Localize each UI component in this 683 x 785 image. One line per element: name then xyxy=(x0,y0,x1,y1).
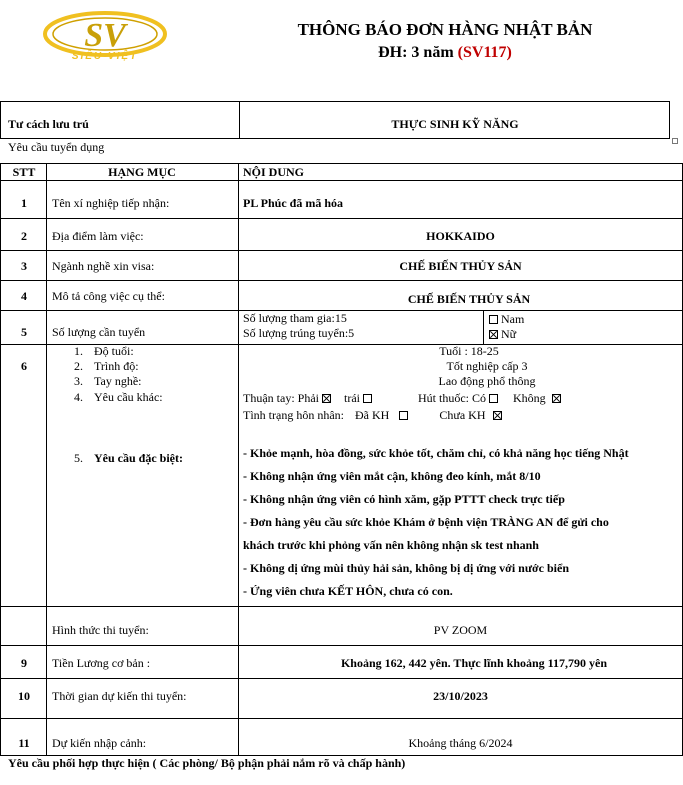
smoke-no-checkbox xyxy=(552,394,561,403)
row-value: CHẾ BIẾN THỦY SẢN xyxy=(407,292,531,306)
col-header-stt: STT xyxy=(12,165,36,179)
status-box-top xyxy=(0,101,670,102)
row-value: HOKKAIDO xyxy=(426,229,495,243)
col-header-item: HẠNG MỤC xyxy=(108,165,176,179)
male-label: Nam xyxy=(501,312,525,326)
female-label: Nữ xyxy=(501,327,517,341)
special-req-2: - Không nhận ứng viên mắt cận, không đeo kính, mắt 8/10 xyxy=(243,469,541,483)
row-label: Ngành nghề xin visa: xyxy=(52,259,155,273)
row-stt: 1 xyxy=(21,196,27,210)
marital-status: Tình trạng hôn nhân: Đã KH Chưa KH xyxy=(243,408,502,423)
married-checkbox xyxy=(399,411,408,420)
order-code: (SV117) xyxy=(457,44,512,61)
logo-text: SIÊU VIỆT xyxy=(71,51,139,62)
row-value: Khoảng tháng 6/2024 xyxy=(408,736,513,750)
row-stt: 3 xyxy=(21,259,27,273)
row-label: Hình thức thi tuyển: xyxy=(52,623,149,637)
status-box-bottom xyxy=(0,138,670,139)
status-box-left xyxy=(0,101,1,139)
special-req-4: - Đơn hàng yêu cầu sức khỏe Khám ở bệnh viện TRÀNG AN để gửi cho xyxy=(243,515,609,529)
row-value: CHẾ BIẾN THỦY SẢN xyxy=(399,259,522,273)
age-value: Tuổi : 18-25 xyxy=(439,344,499,358)
sub-skill: 3. Tay nghề: xyxy=(74,374,142,388)
row-label: Mô tả công việc cụ thể: xyxy=(52,289,165,303)
row-stt: 5 xyxy=(21,325,27,339)
sub-education: 2. Trình độ: xyxy=(74,359,139,373)
row-stt: 2 xyxy=(21,229,27,243)
smoke-yes-checkbox xyxy=(489,394,498,403)
sub-other: 4. Yêu cầu khác: xyxy=(74,390,163,404)
row-label: Số lượng cần tuyển xyxy=(52,325,146,339)
company-logo xyxy=(40,10,170,72)
skill-value: Lao động phổ thông xyxy=(438,374,536,388)
page-subtitle xyxy=(240,44,650,62)
order-duration: ĐH: 3 năm xyxy=(378,44,458,61)
female-checkbox xyxy=(489,330,498,339)
row-label: Tên xí nghiệp tiếp nhận: xyxy=(52,196,170,210)
hand-preference: Thuận tay: Phải trái xyxy=(243,391,372,406)
row-label: Thời gian dự kiến thi tuyển: xyxy=(52,689,187,703)
page-title: THÔNG BÁO ĐƠN HÀNG NHẬT BẢN xyxy=(297,20,593,39)
footer-note: Yêu cầu phối hợp thực hiện ( Các phòng/ Bộ phận phải nắm rõ và chấp hành) xyxy=(8,756,406,770)
special-req-3: - Không nhận ứng viên có hình xăm, gặp PTTT check trực tiếp xyxy=(243,492,565,506)
gender-male xyxy=(487,312,524,327)
left-hand-checkbox xyxy=(363,394,372,403)
row-stt: 9 xyxy=(21,656,27,670)
special-req-1: - Khỏe mạnh, hòa đồng, sức khỏe tốt, chăm chỉ, có khả năng học tiếng Nhật xyxy=(243,446,629,460)
special-req-7: - Ứng viên chưa KẾT HÔN, chưa có con. xyxy=(243,584,453,598)
row-value: PV ZOOM xyxy=(433,623,488,637)
special-req-5: khách trước khi phỏng vấn nên không nhận sk test nhanh xyxy=(243,538,539,552)
right-hand-checkbox xyxy=(322,394,331,403)
resize-handle xyxy=(672,138,678,144)
row-value: PL Phúc đã mã hóa xyxy=(243,196,344,210)
status-label: Tư cách lưu trú xyxy=(8,117,89,131)
row-value: 23/10/2023 xyxy=(433,689,488,703)
gender-female xyxy=(487,327,516,342)
sub-age: 1. Độ tuổi: xyxy=(74,344,134,358)
status-value: THỰC SINH KỸ NĂNG xyxy=(391,117,519,131)
svg-text:SV: SV xyxy=(84,17,126,54)
single-checkbox xyxy=(493,411,502,420)
male-checkbox xyxy=(489,315,498,324)
row-label: Địa điểm làm việc: xyxy=(52,229,144,243)
row-stt: 11 xyxy=(18,736,30,750)
smoking: Hút thuốc: Có Không xyxy=(418,391,561,406)
row-label: Tiền Lương cơ bản : xyxy=(52,656,151,670)
requirements-label: Yêu cầu tuyển dụng xyxy=(8,140,105,154)
education-value: Tốt nghiệp cấp 3 xyxy=(446,359,528,373)
sub-special: 5. Yêu cầu đặc biệt: xyxy=(74,451,183,465)
row-stt: 10 xyxy=(18,689,30,703)
row-label: Dự kiến nhập cảnh: xyxy=(52,736,147,750)
accepted-count: Số lượng trúng tuyển:5 xyxy=(243,326,355,340)
row-value: Khoảng 162, 442 yên. Thực lĩnh khoảng 117,790 yên xyxy=(340,656,608,670)
special-req-6: - Không dị ứng mùi thủy hải sản, không bị dị ứng với nước biển xyxy=(243,561,570,575)
row-stt: 6 xyxy=(21,359,27,373)
col-header-content: NỘI DUNG xyxy=(243,165,305,179)
row-stt: 4 xyxy=(21,289,27,303)
participants-count: Số lượng tham gia:15 xyxy=(243,311,347,325)
